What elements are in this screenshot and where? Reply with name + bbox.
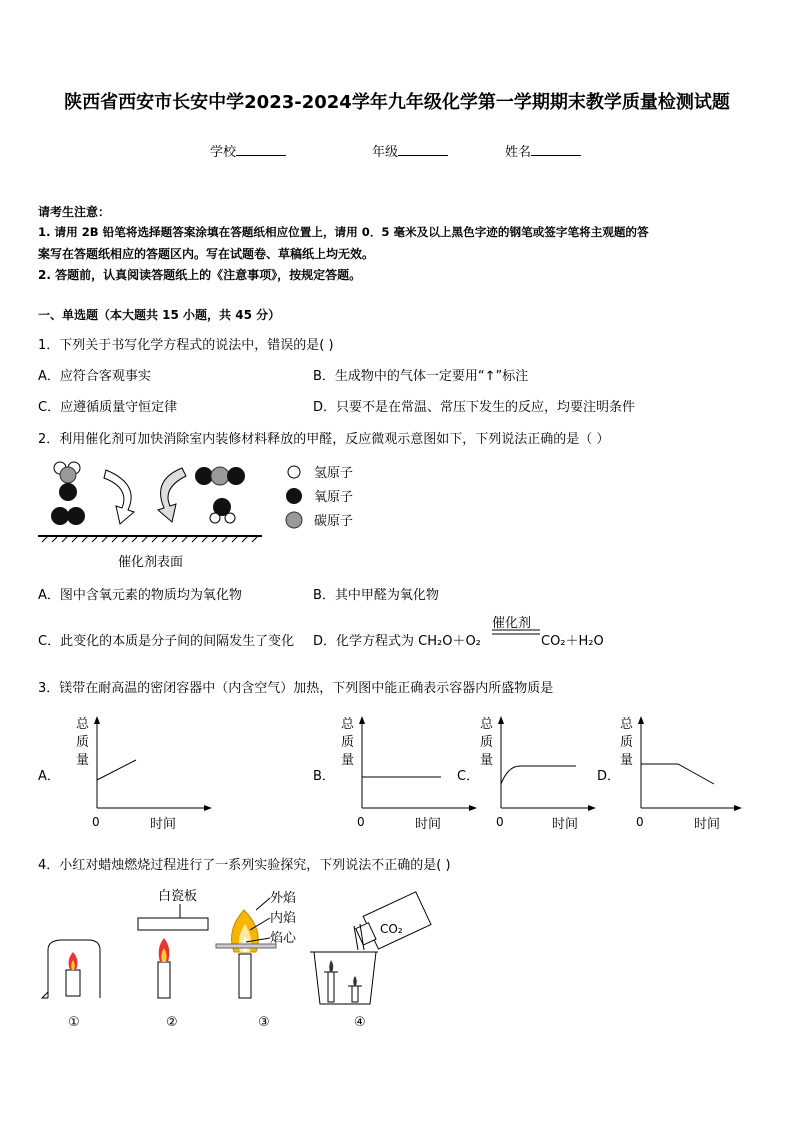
exp4-number: ④ (354, 1015, 366, 1030)
graph-c-ylabel-3: 量 (480, 753, 494, 768)
graph-b-ylabel-3: 量 (341, 753, 355, 768)
plate-label: 白瓷板 (158, 889, 198, 904)
q1-stem: 1．下列关于书写化学方程式的说法中，错误的是( ) (38, 338, 334, 353)
notice-heading: 请考生注意： (38, 205, 111, 219)
q1-option-c[interactable]: C．应遵循质量守恒定律 (38, 400, 178, 415)
graph-c-ylabel-1: 总 (480, 717, 494, 732)
grade-field (372, 141, 448, 160)
school-field (210, 141, 286, 160)
q3-graph-d[interactable] (612, 712, 752, 836)
graph-c-ylabel-2: 质 (480, 735, 494, 750)
name-blank (531, 143, 581, 156)
surface-label: 催化剂表面 (118, 555, 184, 570)
graph-d-curve (641, 764, 714, 784)
school-label: 学校 (210, 145, 237, 160)
graph-d-ylabel-2: 质 (620, 735, 634, 750)
inner-flame-label: 内焰 (270, 911, 297, 926)
q2-d-catalyst-label: 催化剂 (492, 616, 532, 631)
notice-line1a: 1. 请用 2B 铅笔将选择题答案涂填在答题纸相应位置上，请用 0．5 毫米及以上黑色字迹的钢笔或签字笔将主观题的答 (38, 225, 649, 239)
page-title: 陕西省西安市长安中学2023-2024学年九年级化学第一学期期末教学质量检测试题 (64, 92, 730, 113)
oxygen-atom-icon (286, 488, 302, 504)
q2-option-c[interactable]: C．此变化的本质是分子间的间隔发生了变化 (38, 634, 295, 649)
graph-d-origin: 0 (636, 815, 644, 829)
q2-option-d[interactable]: D．化学方程式为 CH₂O＋O₂ (313, 634, 481, 649)
graph-a-ylabel-2: 质 (76, 735, 90, 750)
q1-option-b[interactable]: B．生成物中的气体一定要用“↑”标注 (313, 369, 529, 384)
graph-a-curve (97, 760, 136, 780)
graph-d-ylabel-1: 总 (620, 717, 634, 732)
graph-b-xlabel: 时间 (415, 817, 442, 832)
q3-graph-c[interactable] (472, 712, 602, 836)
hydrogen-atom-icon (288, 466, 300, 478)
legend-oxygen: 氧原子 (314, 490, 354, 505)
notice-line1b: 案写在答题纸相应的答题区内。写在试题卷、草稿纸上均无效。 (38, 247, 375, 261)
carbon-dioxide-molecule (195, 467, 245, 485)
exp3-number: ③ (258, 1015, 270, 1030)
q2-reaction-diagram (36, 458, 376, 578)
exp1-number: ① (68, 1015, 80, 1030)
exp2-number: ② (166, 1015, 178, 1030)
q2-option-b[interactable]: B．其中甲醛为氧化物 (313, 588, 439, 603)
exp4-co2-pour (310, 892, 431, 1004)
flame-core-label: 焰心 (270, 931, 297, 946)
grade-label: 年级 (372, 145, 399, 160)
wooden-splint (216, 944, 276, 948)
graph-a-origin: 0 (92, 815, 100, 829)
q3-option-d-label[interactable]: D． (597, 769, 621, 784)
q1-option-a[interactable]: A．应符合客观事实 (38, 369, 151, 384)
exp3-candle-flame-layers (216, 898, 276, 998)
graph-d-ylabel-3: 量 (620, 753, 634, 768)
outer-flame-label: 外焰 (270, 891, 297, 906)
water-molecule (210, 498, 235, 523)
legend-carbon: 碳原子 (314, 514, 354, 529)
q4-experiment-figure (38, 880, 458, 1040)
q2-option-a[interactable]: A．图中含氧元素的物质均为氧化物 (38, 588, 242, 603)
school-blank (236, 143, 286, 156)
q3-option-c-label[interactable]: C． (457, 769, 480, 784)
name-field (505, 141, 581, 160)
section-heading: 一、单选题（本大题共 15 小题，共 45 分） (38, 308, 281, 322)
notice-line2: 2. 答题前，认真阅读答题纸上的《注意事项》，按规定答题。 (38, 268, 362, 282)
graph-c-xlabel: 时间 (552, 817, 579, 832)
q3-option-b-label[interactable]: B． (313, 769, 335, 784)
graph-a-ylabel-3: 量 (76, 753, 90, 768)
graph-d-xlabel: 时间 (694, 817, 721, 832)
q3-graph-a[interactable] (68, 712, 218, 836)
q2-stem: 2．利用催化剂可加快消除室内装修材料释放的甲醛，反应微观示意图如下，下列说法正确的是（ ） (38, 432, 610, 447)
exp2-candle (158, 938, 170, 998)
grade-blank (398, 143, 448, 156)
q3-option-a-label[interactable]: A． (38, 769, 60, 784)
white-porcelain-plate (138, 918, 208, 930)
legend-hydrogen: 氢原子 (314, 466, 354, 481)
graph-a-xlabel: 时间 (150, 817, 177, 832)
carbon-atom-icon (286, 512, 302, 528)
graph-a-ylabel-1: 总 (76, 717, 90, 732)
co2-label: CO₂ (380, 922, 403, 936)
name-label: 姓名 (505, 145, 532, 160)
graph-b-origin: 0 (357, 815, 365, 829)
formaldehyde-molecule (54, 462, 80, 501)
equation-double-line (492, 628, 540, 636)
q2-d-products: CO₂＋H₂O (541, 634, 604, 649)
q3-stem: 3．镁带在耐高温的密闭容器中（内含空气）加热，下列图中能正确表示容器内所盛物质是 (38, 681, 554, 696)
graph-c-curve (501, 766, 576, 784)
curved-arrow-1 (104, 470, 134, 524)
curved-arrow-2 (158, 468, 186, 522)
graph-b-ylabel-1: 总 (341, 717, 355, 732)
graph-b-ylabel-2: 质 (341, 735, 355, 750)
q1-option-d[interactable]: D．只要不是在常温、常压下发生的反应，均要注明条件 (313, 400, 636, 415)
oxygen-molecule (51, 507, 85, 525)
exp1-candle-under-cup (42, 940, 100, 998)
q4-stem: 4．小红对蜡烛燃烧过程进行了一系列实验探究，下列说法不正确的是( ) (38, 858, 451, 873)
graph-c-origin: 0 (496, 815, 504, 829)
